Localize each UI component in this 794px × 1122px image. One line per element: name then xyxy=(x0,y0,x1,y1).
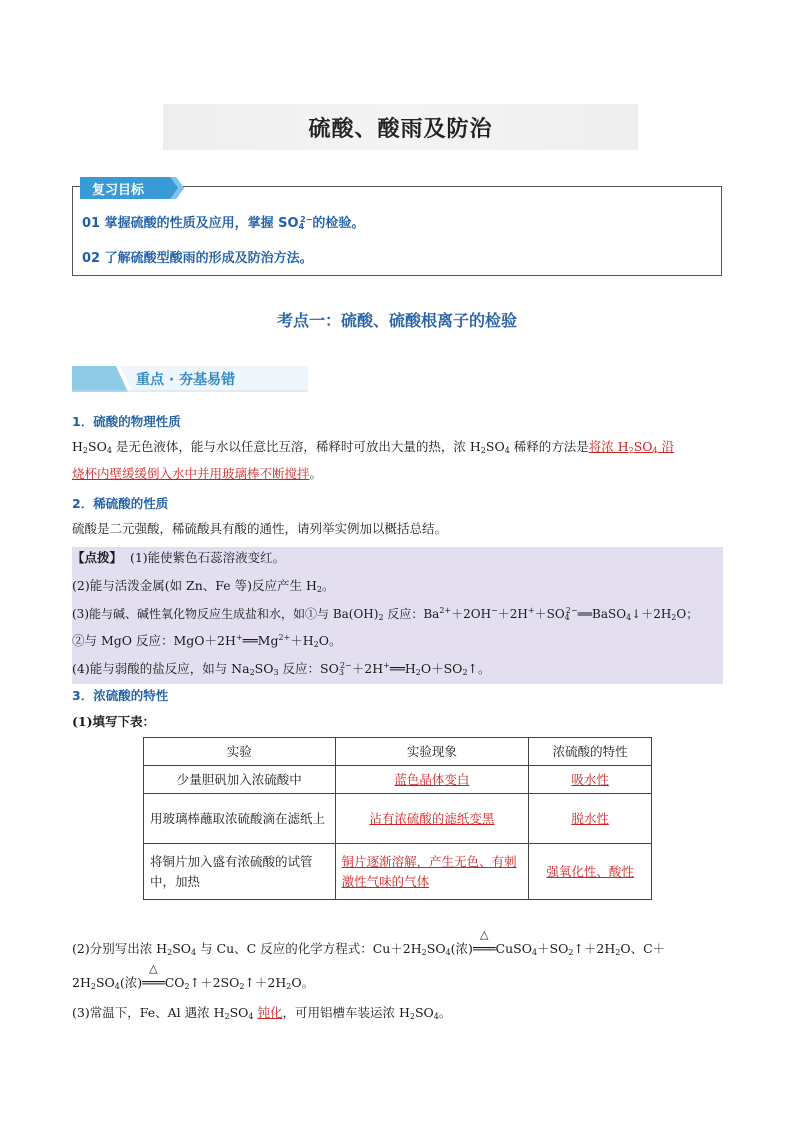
table-cell: 将铜片加入盛有浓硫酸的试管中，加热 xyxy=(144,844,336,900)
table-header: 实验现象 xyxy=(335,738,529,766)
s3-sub2-line2: $2H_2SO_4$(浓) △ $═══CO_2↑+2SO_2↑+2H_2O$。 xyxy=(72,962,315,991)
key-points-banner: 重点 · 夯基易错 xyxy=(72,366,308,392)
s3-sub1: (1)填写下表： xyxy=(72,714,156,729)
tip-line-1: 【点拨】 (1)能使紫色石蕊溶液变红。 xyxy=(72,550,286,565)
tip-line-4: ②与 MgO 反应：$MgO+2H^+══Mg^{2+}+H_2O$。 xyxy=(72,633,342,649)
s3-heading: 3．浓硫酸的特性 xyxy=(72,688,169,703)
table-cell-answer: 脱水性 xyxy=(529,794,652,844)
table-cell-answer: 强氧化性、酸性 xyxy=(529,844,652,900)
table-cell-answer: 吸水性 xyxy=(529,766,652,794)
section-heading: 考点一：硫酸、硫酸根离子的检验 xyxy=(276,311,517,330)
table-header: 浓硫酸的特性 xyxy=(529,738,652,766)
s1-heading: 1．硫酸的物理性质 xyxy=(72,414,181,429)
tip-line-3: (3)能与碱、碱性氧化物反应生成盐和水，如①与 $Ba(OH)_2$ 反应：$Ba^{2+}+2OH^-+2H^++SO_4^{2-}══BaSO_4↓+2H_2O$； xyxy=(72,606,699,622)
properties-table xyxy=(143,737,652,900)
table-row xyxy=(144,794,652,844)
s3-sub3: (3)常温下，Fe、Al 遇浓 $H_2SO_4$ 钝化，可用铝槽车装运浓 $H_2SO_4$。 xyxy=(72,1005,452,1021)
tip-line-5: (4)能与弱酸的盐反应，如与 $Na_2SO_3$ 反应：$SO_3^{2-}+2H^+══H_2O+SO_2↑$。 xyxy=(72,661,491,677)
table-cell: 用玻璃棒蘸取浓硫酸滴在滤纸上 xyxy=(144,794,336,844)
s1-text-line2: 烧杯内壁缓缓倒入水中并用玻璃棒不断搅拌。 xyxy=(72,466,323,481)
table-cell-answer: 沾有浓硫酸的滤纸变黑 xyxy=(335,794,529,844)
table-row xyxy=(144,766,652,794)
table-header: 实验 xyxy=(144,738,336,766)
tip-line-2: (2)能与活泼金属(如 Zn、Fe 等)反应产生 $H_2$。 xyxy=(72,578,335,594)
table-header-row xyxy=(144,738,652,766)
table-cell-answer: 蓝色晶体变白 xyxy=(335,766,529,794)
s3-sub2-line1: (2)分别写出浓 $H_2SO_4$ 与 Cu、C 反应的化学方程式：$Cu+2H_2SO_4$(浓) △ $═══CuSO_4+SO_2↑+2H_2O$、C＋ xyxy=(72,928,666,957)
table-cell-answer: 铜片逐渐溶解，产生无色、有刺激性气味的气体 xyxy=(335,844,529,900)
table-row xyxy=(144,844,652,900)
review-item-1: 01 掌握硫酸的性质及应用，掌握 $SO_4^{2-}$的检验。 xyxy=(82,215,365,231)
page-title: 硫酸、酸雨及防治 xyxy=(308,116,493,142)
review-tag: 复习目标 xyxy=(80,177,184,199)
s1-text-line1: $H_2SO_4$ 是无色液体，能与水以任意比互溶，稀释时可放出大量的热，浓 $H_2SO_4$ 稀释的方法是将浓 $H_2SO_4$ 沿 xyxy=(72,439,675,455)
s2-heading: 2．稀硫酸的性质 xyxy=(72,496,169,511)
title-band xyxy=(163,104,638,150)
review-item-2: 02 了解硫酸型酸雨的形成及防治方法。 xyxy=(82,251,313,266)
table-cell: 少量胆矾加入浓硫酸中 xyxy=(144,766,336,794)
s2-text: 硫酸是二元强酸，稀硫酸具有酸的通性，请列举实例加以概括总结。 xyxy=(72,521,448,536)
